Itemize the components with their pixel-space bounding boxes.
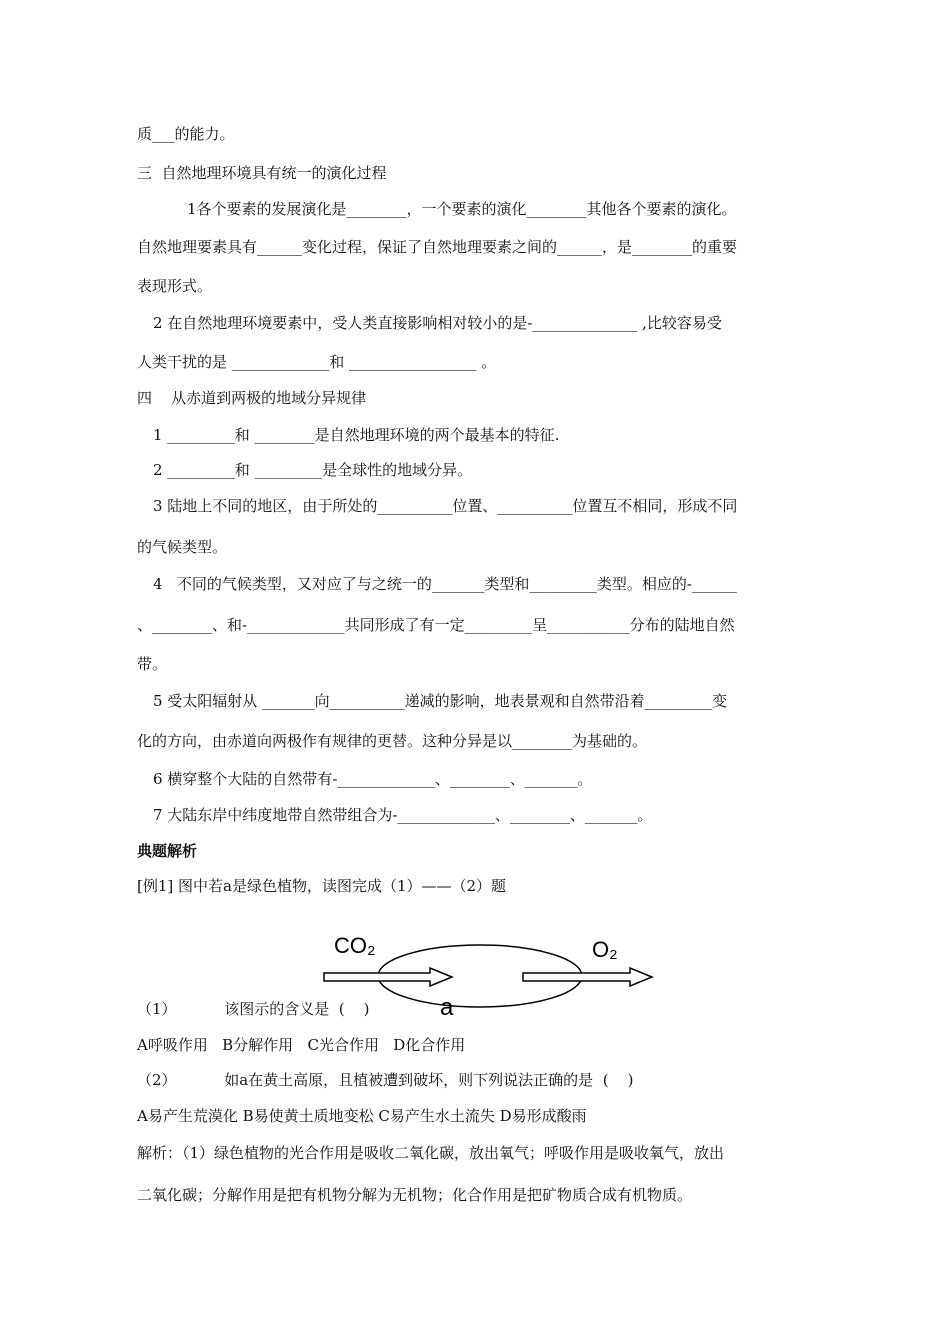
text-line: 、________、和-_____________共同形成了有一定_________呈___________分布的陆地自然: [137, 616, 735, 634]
analysis-text: 解析：（1）绿色植物的光合作用是吸收二氧化碳，放出氧气；呼吸作用是吸收氧气，放出: [137, 1144, 725, 1162]
analysis-text: 二氧化碳；分解作用是把有机物分解为无机物；化合作用是把矿物质合成有机物质。: [137, 1186, 693, 1204]
text-line: 人类干扰的是 _____________和 _________________ 。: [137, 353, 497, 371]
text-line: 4 不同的气候类型，又对应了与之统一的_______类型和_________类型。相应的-______: [153, 575, 737, 593]
left-arrow: [324, 968, 452, 986]
text-line: 化的方向，由赤道向两极作有规律的更替。这种分异是以________为基础的。: [137, 732, 648, 750]
text-line: 1各个要素的发展演化是________，一个要素的演化________其他各个要素的演化。: [187, 200, 737, 218]
question-2: （2） 如a在黄土高原，且植被遭到破坏，则下列说法正确的是 ( ): [137, 1071, 634, 1089]
text-line: 6 横穿整个大陆的自然带有-_____________、________、_______。: [153, 770, 593, 788]
o2-label: O₂: [592, 937, 618, 962]
text-line: 自然地理要素具有______变化过程，保证了自然地理要素之间的______，是________的重要: [137, 238, 738, 256]
text-line: 带。: [137, 655, 168, 673]
text-line: 1 _________和 ________是自然地理环境的两个最基本的特征.: [153, 426, 560, 444]
question-1-options: A呼吸作用 B分解作用 C光合作用 D化合作用: [137, 1036, 466, 1054]
text-line: 表现形式。: [137, 277, 213, 295]
question-1: （1） 该图示的含义是 ( ): [137, 1000, 370, 1018]
a-label: a: [440, 994, 454, 1015]
question-2-options: A易产生荒漠化 B易使黄土质地变松 C易产生水土流失 D易形成酸雨: [137, 1107, 587, 1125]
co2-label: CO₂: [334, 933, 376, 958]
section-title: 典题解析: [137, 842, 198, 860]
text-line: 的气候类型。: [137, 538, 228, 556]
text-line: 2 _________和 _________是全球性的地域分异。: [153, 461, 473, 479]
question-prompt: [例1] 图中若a是绿色植物，读图完成（1）——（2）题: [137, 877, 507, 895]
section-heading: 四 从赤道到两极的地域分异规律: [137, 389, 367, 407]
section-heading: 三 自然地理环境具有统一的演化过程: [137, 164, 387, 182]
right-arrow: [523, 968, 652, 986]
text-line: 3 陆地上不同的地区，由于所处的__________位置、__________位置互不相同，形成不同: [153, 497, 738, 515]
text-line: 7 大陆东岸中纬度地带自然带组合为-_____________、________、_______。: [153, 806, 653, 824]
text-line: 质___的能力。: [137, 125, 235, 143]
text-line: 2 在自然地理环境要素中，受人类直接影响相对较小的是-______________ ,比较容易受: [153, 314, 722, 332]
text-line: 5 受太阳辐射从 _______向__________递减的影响，地表景观和自然带沿着_________变: [153, 692, 728, 710]
